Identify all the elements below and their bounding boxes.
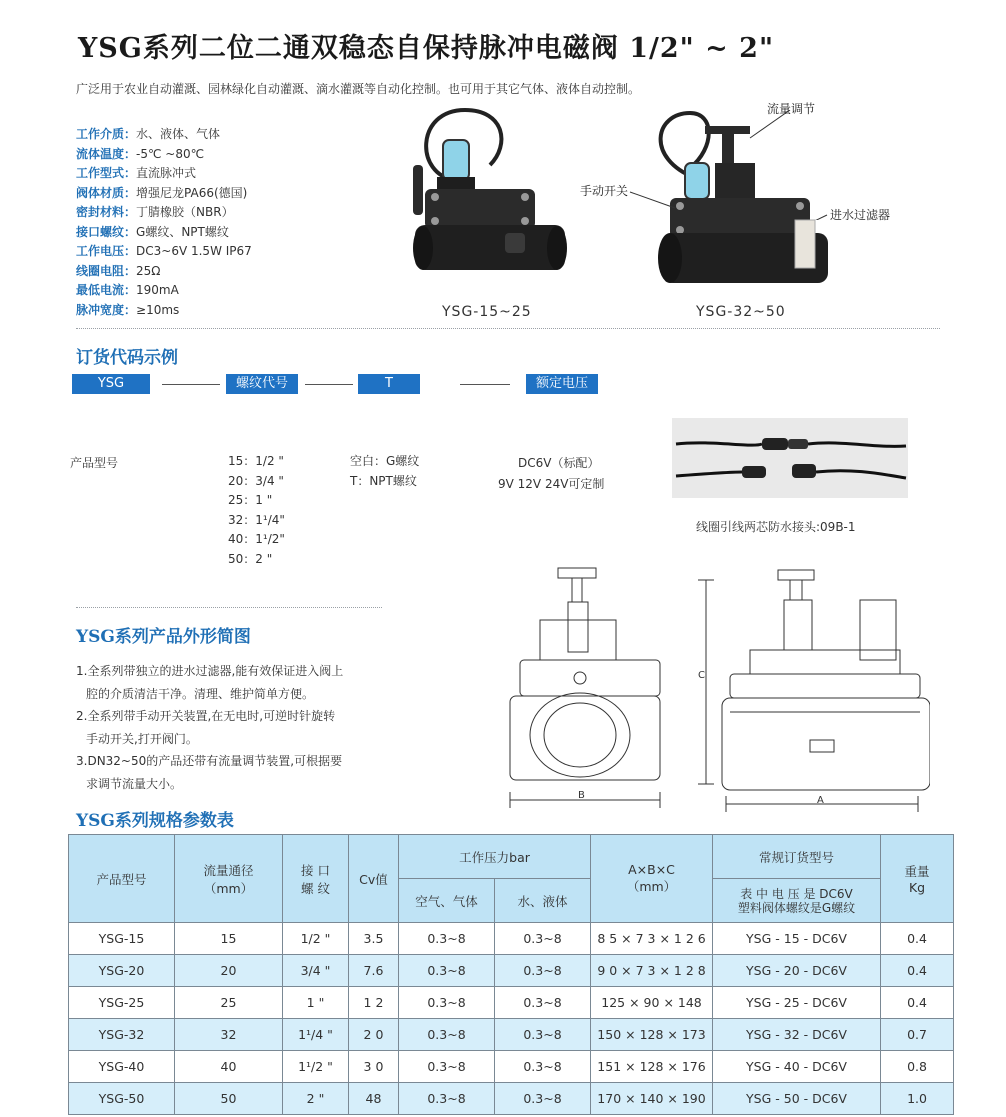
spec-row xyxy=(76,262,252,282)
header-weight: 重量 Kg xyxy=(881,835,954,923)
cell-air: 0.3~8 xyxy=(399,923,495,955)
cell-weight: 0.7 xyxy=(881,1019,954,1051)
side-view-drawing xyxy=(500,560,680,810)
cell-dn: 20 xyxy=(175,955,283,987)
cable-drawing xyxy=(672,418,908,498)
spec-value: ≥10ms xyxy=(136,302,180,317)
cell-thread: 2 " xyxy=(283,1083,349,1115)
code-box-thread-type: T xyxy=(358,374,420,394)
spec-key: 流体温度： xyxy=(76,146,137,161)
spec-key: 阀体材质： xyxy=(76,185,137,200)
cell-dims: 8 5 × 7 3 × 1 2 6 xyxy=(591,923,713,955)
spec-row xyxy=(76,164,252,184)
cell-cv: 3 0 xyxy=(349,1051,399,1083)
spec-key: 线圈电阻： xyxy=(76,263,137,278)
code-box-voltage: 额定电压 xyxy=(526,374,598,394)
spec-table xyxy=(68,834,954,1115)
spec-key: 密封材料： xyxy=(76,205,137,219)
cell-weight: 1.0 xyxy=(881,1083,954,1115)
cell-cv: 7.6 xyxy=(349,955,399,987)
spec-row xyxy=(76,184,252,204)
product-model-label: 产品型号 xyxy=(70,456,119,470)
spec-value: 增强尼龙PA66(德国) xyxy=(136,185,248,200)
feature-list xyxy=(76,660,406,795)
spec-list xyxy=(76,125,252,320)
cell-dn: 32 xyxy=(175,1019,283,1051)
cell-water: 0.3~8 xyxy=(495,1051,591,1083)
spec-row xyxy=(76,145,252,165)
spec-row xyxy=(76,281,252,301)
section-divider xyxy=(76,607,382,608)
code-dash xyxy=(162,384,220,385)
cell-air: 0.3~8 xyxy=(399,1083,495,1115)
cell-water: 0.3~8 xyxy=(495,987,591,1019)
spec-key: 接口螺纹： xyxy=(76,224,137,239)
cell-dims: 9 0 × 7 3 × 1 2 8 xyxy=(591,955,713,987)
cell-water: 0.3~8 xyxy=(495,955,591,987)
cell-dn: 15 xyxy=(175,923,283,955)
voltage-standard: DC6V（标配） xyxy=(518,456,600,470)
spec-value: DC3~6V 1.5W IP67 xyxy=(136,244,252,258)
cell-model: YSG-25 xyxy=(69,987,175,1019)
cell-model: YSG-20 xyxy=(69,955,175,987)
feature-line: 求调节流量大小。 xyxy=(86,776,183,791)
feature-line: 1.全系列带独立的进水过滤器,能有效保证进入阀上 xyxy=(76,664,344,678)
dim-label-b: B xyxy=(578,790,585,801)
spec-value: 水、液体、气体 xyxy=(136,127,221,141)
cell-dims: 170 × 140 × 190 xyxy=(591,1083,713,1115)
cell-order: YSG - 15 - DC6V xyxy=(713,923,881,955)
valve-photo-small xyxy=(395,105,585,300)
spec-key: 脉冲宽度： xyxy=(76,302,137,317)
cable-caption: 线圈引线两芯防水接头:09B-1 xyxy=(696,520,856,534)
code-dash xyxy=(460,384,510,385)
spec-key: 工作电压： xyxy=(76,244,137,258)
cell-water: 0.3~8 xyxy=(495,923,591,955)
callout-leader-lines xyxy=(620,110,880,220)
cell-order: YSG - 32 - DC6V xyxy=(713,1019,881,1051)
spec-row xyxy=(76,242,252,262)
code-box-model: YSG xyxy=(72,374,150,394)
header-pressure-water: 水、液体 xyxy=(495,879,591,923)
spec-key: 最低电流： xyxy=(76,283,137,297)
thread-code-item: 25：1 " xyxy=(228,493,273,507)
cell-thread: 1¹/2 " xyxy=(283,1051,349,1083)
cell-water: 0.3~8 xyxy=(495,1019,591,1051)
thread-type-item: 空白：G螺纹 xyxy=(350,454,420,468)
cell-dims: 151 × 128 × 176 xyxy=(591,1051,713,1083)
cell-cv: 48 xyxy=(349,1083,399,1115)
cell-thread: 1¹/4 " xyxy=(283,1019,349,1051)
page-title: YSG系列二位二通双稳态自保持脉冲电磁阀 1/2" ~ 2" xyxy=(78,33,775,64)
thread-code-item: 40：1¹/2" xyxy=(228,532,285,546)
thread-code-item: 15：1/2 " xyxy=(228,454,284,468)
dim-label-c: C xyxy=(698,670,705,681)
feature-line: 3.DN32~50的产品还带有流量调节装置,可根据要 xyxy=(76,754,343,768)
table-row xyxy=(69,955,954,987)
cell-thread: 1/2 " xyxy=(283,923,349,955)
header-cv: Cv值 xyxy=(349,835,399,923)
cell-cv: 1 2 xyxy=(349,987,399,1019)
cell-model: YSG-15 xyxy=(69,923,175,955)
spec-table-title: YSG系列规格参数表 xyxy=(76,811,234,831)
cell-dn: 50 xyxy=(175,1083,283,1115)
table-row xyxy=(69,1051,954,1083)
cell-weight: 0.4 xyxy=(881,923,954,955)
cell-weight: 0.4 xyxy=(881,955,954,987)
thread-code-item: 32：1¹/4" xyxy=(228,512,285,527)
cell-order: YSG - 40 - DC6V xyxy=(713,1051,881,1083)
cell-model: YSG-50 xyxy=(69,1083,175,1115)
header-order: 常规订货型号 xyxy=(713,835,881,879)
header-dims: A×B×C （mm） xyxy=(591,835,713,923)
thread-code-list xyxy=(228,452,285,569)
callout-flow-adjust: 流量调节 xyxy=(767,102,816,116)
table-row xyxy=(69,1083,954,1115)
cell-model: YSG-32 xyxy=(69,1019,175,1051)
photo-caption-large: YSG-32~50 xyxy=(696,304,786,320)
cell-cv: 3.5 xyxy=(349,923,399,955)
cable-photo xyxy=(672,418,908,498)
order-code-title: 订货代码示例 xyxy=(76,348,178,368)
cell-air: 0.3~8 xyxy=(399,1019,495,1051)
cell-air: 0.3~8 xyxy=(399,987,495,1019)
spec-key: 工作介质： xyxy=(76,127,137,141)
spec-value: 25Ω xyxy=(136,263,161,278)
spec-key: 工作型式： xyxy=(76,166,137,180)
header-diameter: 流量通径 （mm） xyxy=(175,835,283,923)
front-view-drawing xyxy=(690,560,930,816)
cell-cv: 2 0 xyxy=(349,1019,399,1051)
photo-caption-small: YSG-15~25 xyxy=(442,304,532,320)
code-dash xyxy=(305,384,353,385)
table-row xyxy=(69,987,954,1019)
header-model: 产品型号 xyxy=(69,835,175,923)
spec-value: G螺纹、NPT螺纹 xyxy=(136,224,229,239)
header-order-note: 表 中 电 压 是 DC6V 塑料阀体螺纹是G螺纹 xyxy=(713,879,881,923)
cell-dims: 125 × 90 × 148 xyxy=(591,987,713,1019)
header-pressure-air: 空气、气体 xyxy=(399,879,495,923)
table-row xyxy=(69,923,954,955)
outline-title: YSG系列产品外形简图 xyxy=(76,627,251,647)
cell-dn: 40 xyxy=(175,1051,283,1083)
section-divider xyxy=(76,328,940,329)
cell-thread: 3/4 " xyxy=(283,955,349,987)
feature-line: 腔的介质清洁干净。清理、维护简单方便。 xyxy=(86,686,315,701)
spec-row xyxy=(76,301,252,321)
thread-type-item: T：NPT螺纹 xyxy=(350,473,417,488)
cell-air: 0.3~8 xyxy=(399,1051,495,1083)
cell-dn: 25 xyxy=(175,987,283,1019)
cell-weight: 0.4 xyxy=(881,987,954,1019)
thread-code-item: 50：2 " xyxy=(228,551,273,566)
table-row xyxy=(69,1019,954,1051)
dim-label-a: A xyxy=(817,795,824,806)
spec-value: 丁腈橡胶（NBR） xyxy=(136,205,234,219)
cell-air: 0.3~8 xyxy=(399,955,495,987)
spec-value: -5℃ ~80℃ xyxy=(136,146,205,161)
feature-line: 手动开关,打开阀门。 xyxy=(86,731,198,746)
cell-thread: 1 " xyxy=(283,987,349,1019)
code-box-thread: 螺纹代号 xyxy=(226,374,298,394)
cell-weight: 0.8 xyxy=(881,1051,954,1083)
cell-water: 0.3~8 xyxy=(495,1083,591,1115)
cell-dims: 150 × 128 × 173 xyxy=(591,1019,713,1051)
header-thread: 接 口 螺 纹 xyxy=(283,835,349,923)
spec-row xyxy=(76,223,252,243)
voltage-custom: 9V 12V 24V可定制 xyxy=(498,477,605,491)
cell-order: YSG - 25 - DC6V xyxy=(713,987,881,1019)
feature-line: 2.全系列带手动开关装置,在无电时,可逆时针旋转 xyxy=(76,709,336,723)
cell-order: YSG - 50 - DC6V xyxy=(713,1083,881,1115)
thread-code-item: 20：3/4 " xyxy=(228,473,284,488)
cell-order: YSG - 20 - DC6V xyxy=(713,955,881,987)
callout-inlet-filter: 进水过滤器 xyxy=(830,208,891,222)
intro-text: 广泛用于农业自动灌溉、园林绿化自动灌溉、滴水灌溉等自动化控制。也可用于其它气体、液体自动控制。 xyxy=(76,82,641,96)
thread-type-list xyxy=(350,452,419,491)
spec-value: 直流脉冲式 xyxy=(136,166,197,180)
spec-row xyxy=(76,203,252,223)
spec-value: 190mA xyxy=(136,283,179,297)
header-pressure: 工作压力bar xyxy=(399,835,591,879)
callout-manual-switch: 手动开关 xyxy=(580,184,629,198)
spec-row xyxy=(76,125,252,145)
cell-model: YSG-40 xyxy=(69,1051,175,1083)
